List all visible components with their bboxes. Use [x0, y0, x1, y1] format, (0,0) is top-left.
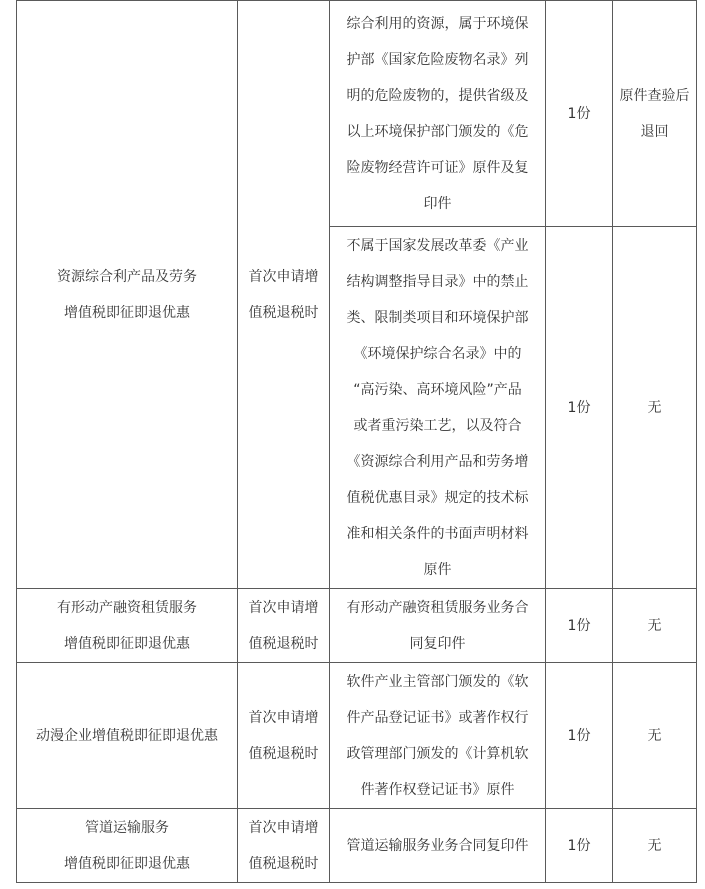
table-row [17, 663, 697, 809]
material-line: 或者重污染工艺，以及符合 [353, 417, 522, 434]
copies-value: 1份 [567, 617, 591, 634]
material-line: 准和相关条件的书面声明材料 [346, 525, 529, 542]
copies-value: 1份 [567, 105, 591, 122]
material-line: 综合利用的资源，属于环境保 [346, 15, 529, 32]
copies-cell [546, 663, 613, 809]
note-cell [613, 227, 697, 589]
situation-line: 值税退税时 [248, 635, 319, 652]
material-line: 护部《国家危险废物名录》列 [346, 51, 529, 68]
note-line: 无 [647, 617, 662, 634]
material-line: 险废物经营许可证》原件及复 [346, 159, 529, 176]
situation-line: 值税退税时 [248, 745, 319, 762]
material-line: 不属于国家发展改革委《产业 [346, 237, 529, 254]
tax-refund-materials-table [16, 0, 697, 883]
material-line: 政管理部门颁发的《计算机软 [346, 745, 529, 762]
material-cell [330, 227, 546, 589]
material-line: 《环境保护综合名录》中的 [353, 345, 522, 362]
material-cell [330, 809, 546, 883]
policy-item-line: 动漫企业增值税即征即退优惠 [36, 727, 218, 744]
situation-cell [238, 663, 330, 809]
table-row [17, 809, 697, 883]
material-line: 件产品登记证书》或著作权行 [346, 709, 529, 726]
situation-line: 首次申请增 [248, 819, 319, 836]
material-line: 明的危险废物的，提供省级及 [346, 87, 529, 104]
material-line: 《资源综合利用产品和劳务增 [346, 453, 529, 470]
copies-value: 1份 [567, 727, 591, 744]
copies-cell [546, 809, 613, 883]
situation-line: 值税退税时 [248, 855, 319, 872]
material-line: “高污染、高环境风险”产品 [353, 381, 522, 398]
policy-item-cell [17, 809, 238, 883]
situation-cell [238, 1, 330, 589]
note-line: 原件查验后 [619, 87, 690, 104]
table-row [17, 589, 697, 663]
situation-line: 首次申请增 [248, 268, 319, 285]
note-cell [613, 663, 697, 809]
material-line: 以上环境保护部门颁发的《危 [346, 123, 529, 140]
policy-item-line: 增值税即征即退优惠 [64, 304, 190, 321]
material-line: 结构调整指导目录》中的禁止 [346, 273, 529, 290]
policy-item-line: 增值税即征即退优惠 [64, 635, 190, 652]
policy-item-line: 增值税即征即退优惠 [64, 855, 190, 872]
situation-cell [238, 589, 330, 663]
situation-line: 首次申请增 [248, 599, 319, 616]
situation-line: 值税退税时 [248, 304, 319, 321]
material-cell [330, 663, 546, 809]
material-cell [330, 1, 546, 227]
material-line: 值税优惠目录》规定的技术标 [346, 489, 529, 506]
note-cell [613, 1, 697, 227]
table-row [17, 1, 697, 227]
material-cell [330, 589, 546, 663]
material-line: 有形动产融资租赁服务业务合 [346, 599, 529, 616]
policy-item-cell [17, 1, 238, 589]
copies-cell [546, 1, 613, 227]
copies-cell [546, 589, 613, 663]
material-line: 软件产业主管部门颁发的《软 [346, 673, 529, 690]
copies-value: 1份 [567, 837, 591, 854]
situation-line: 首次申请增 [248, 709, 319, 726]
material-line: 同复印件 [409, 635, 466, 652]
note-cell [613, 809, 697, 883]
policy-item-line: 管道运输服务 [85, 819, 169, 836]
material-line: 件著作权登记证书》原件 [360, 781, 515, 798]
material-line: 类、限制类项目和环境保护部 [346, 309, 529, 326]
situation-cell [238, 809, 330, 883]
note-line: 退回 [640, 123, 669, 140]
material-line: 原件 [423, 561, 452, 578]
material-line: 管道运输服务业务合同复印件 [346, 837, 529, 854]
policy-item-line: 有形动产融资租赁服务 [57, 599, 197, 616]
note-cell [613, 589, 697, 663]
policy-item-cell [17, 589, 238, 663]
material-line: 印件 [423, 195, 452, 212]
note-line: 无 [647, 727, 662, 744]
policy-item-line: 资源综合利产品及劳务 [57, 268, 197, 285]
policy-item-cell [17, 663, 238, 809]
note-line: 无 [647, 399, 662, 416]
note-line: 无 [647, 837, 662, 854]
copies-cell [546, 227, 613, 589]
copies-value: 1份 [567, 399, 591, 416]
